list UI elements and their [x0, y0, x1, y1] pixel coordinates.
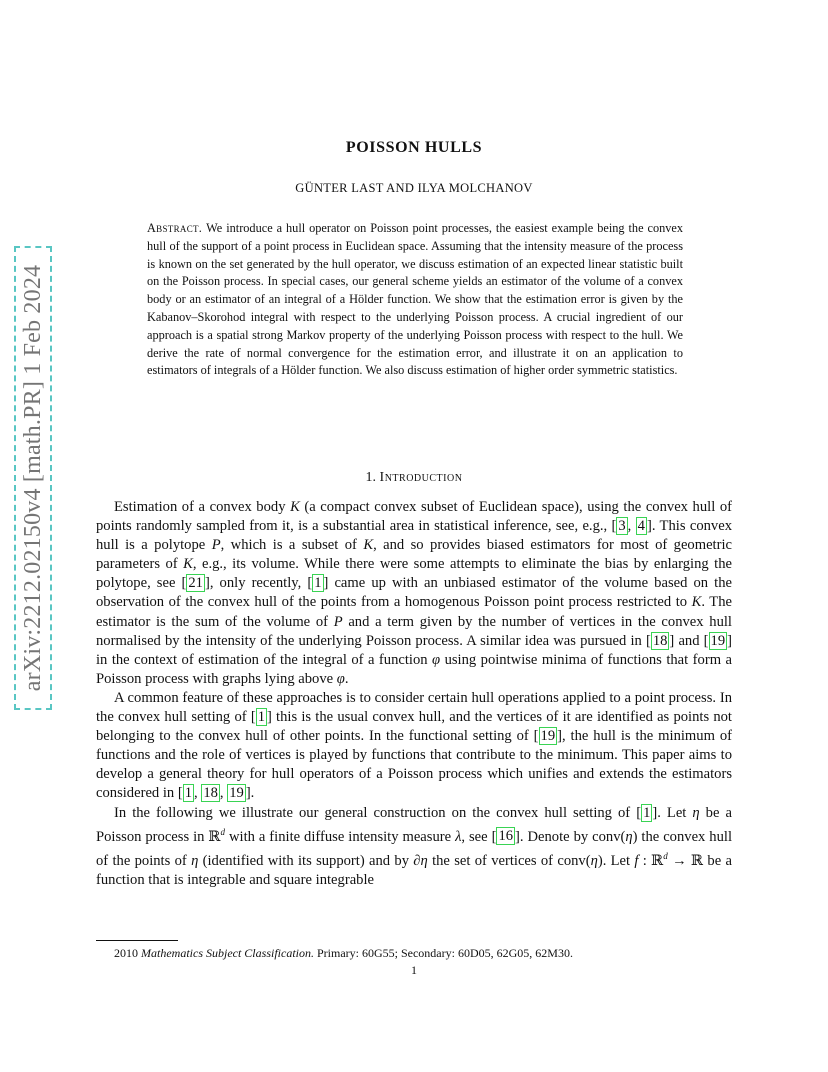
text-span: ) the convex hull of the points of	[96, 828, 732, 869]
math-symbol: K	[183, 556, 193, 573]
citation-link[interactable]: 18	[652, 632, 668, 649]
citation-link[interactable]: 16	[498, 828, 514, 845]
section-heading-introduction	[96, 470, 732, 486]
text-span: (a compact convex subset of Euclidean space), using the convex hull of points randomly sampled from it, is a substantial area in statistical inference, see, e.g., [	[96, 499, 732, 535]
text-span: → ℝ be a function that is integrable and square integrable	[96, 852, 732, 888]
text-span: ,	[194, 785, 202, 802]
footnote-msc-label: Mathematics Subject Classification.	[141, 946, 314, 960]
citation-link[interactable]: 4	[637, 518, 645, 535]
citation-link[interactable]: 21	[188, 575, 203, 592]
paragraph-3	[96, 804, 732, 890]
math-symbol: η	[191, 852, 199, 869]
citation-link[interactable]: 1	[257, 709, 265, 726]
math-symbol: d	[663, 850, 668, 861]
section-title: Introduction	[379, 470, 463, 485]
citation-link[interactable]: 18	[203, 785, 218, 802]
text-span: ). Let	[597, 852, 635, 869]
paragraph-2	[96, 689, 732, 804]
text-span: ]. This convex hull is a polytope	[96, 518, 732, 554]
text-span: In the following we illustrate our general construction on the convex hull setting of [	[114, 804, 642, 821]
text-span: ] and [	[669, 632, 709, 649]
text-span: (identified with its support) and by ∂	[198, 852, 421, 869]
math-symbol: K	[363, 537, 374, 554]
text-span: ]. Let	[652, 804, 693, 821]
math-symbol: η	[692, 804, 700, 821]
abstract	[147, 220, 683, 380]
text-span: be a Poisson process in ℝ	[96, 804, 732, 845]
citation-link[interactable]: 19	[540, 728, 556, 745]
text-span: Estimation of a convex body	[114, 499, 291, 515]
citation-link[interactable]: 19	[229, 785, 244, 802]
text-span: and a term given by the number of vertices in the convex hull normalised by the intensity of the underlying Poisson process. A similar idea was pursued in [	[96, 613, 732, 649]
text-span: ], only recently, [	[204, 575, 313, 592]
citation-link[interactable]: 19	[710, 632, 726, 649]
paper-authors: GÜNTER LAST AND ILYA MOLCHANOV	[295, 181, 533, 195]
text-span: A common feature of these approaches is to consider certain hull operations applied to a point process. In the convex hull setting of [	[96, 689, 732, 726]
citation-link[interactable]: 1	[184, 785, 193, 802]
text-span: ] this is the usual convex hull, and the vertices of it are identified as points not belonging to the convex hull of other points. In the functional setting of [	[96, 709, 732, 745]
paper-title: POISSON HULLS	[345, 139, 483, 156]
abstract-label: Abstract.	[147, 221, 203, 235]
footnote-msc-codes: Primary: 60G55; Secondary: 60D05, 62G05, 62M30.	[316, 946, 573, 960]
text-span: . The estimator is the sum of the volume of	[96, 594, 732, 630]
text-span: ] came up with an unbiased estimator of the volume based on the observation of the convex hull of the points from a homogenous Poisson point process restricted to	[96, 575, 732, 611]
text-span: ] in the context of estimation of the integral of a function	[96, 632, 732, 668]
page-number: 1	[411, 963, 417, 977]
math-symbol: d	[220, 826, 226, 837]
text-span: : ℝ	[638, 852, 664, 869]
math-symbol: λ	[455, 828, 462, 845]
footnote-rule	[96, 940, 178, 941]
citation-link[interactable]: 1	[643, 804, 651, 821]
citation-link[interactable]: 3	[618, 518, 626, 535]
math-symbol: η	[420, 852, 428, 869]
math-symbol: P	[211, 537, 221, 554]
math-symbol: K	[691, 594, 702, 611]
footnote-msc	[114, 946, 734, 961]
text-span: ,	[219, 785, 228, 802]
text-span: ].	[245, 785, 255, 802]
math-symbol: φ	[336, 670, 345, 687]
text-span: , e.g., its volume. While there were some attempts to eliminate the bias by enlarging the polytope, see [	[96, 556, 732, 592]
citation-link[interactable]: 1	[314, 575, 322, 592]
text-span: , which is a subset of	[220, 537, 364, 554]
text-span: the set of vertices of conv(	[427, 852, 591, 869]
arxiv-identifier-stamp[interactable]	[14, 246, 52, 710]
text-span: .	[344, 670, 349, 687]
body-text	[96, 498, 732, 890]
math-symbol: f	[634, 852, 639, 869]
text-span: , see [	[461, 828, 497, 845]
footnote-year: 2010	[114, 946, 138, 960]
math-symbol: P	[333, 613, 343, 630]
paragraph-1	[96, 498, 732, 689]
math-symbol: η	[625, 828, 633, 845]
text-span: ]. Denote by conv(	[515, 828, 626, 845]
math-symbol: η	[590, 852, 598, 869]
math-symbol: K	[290, 499, 300, 515]
text-span: ,	[627, 518, 636, 535]
text-span: ], the hull is the minimum of functions and the role of vertices is played by functions that contribute to the minimum. This paper aims to develop a general theory for hull operators of a Poisson process which unifies and extends the estimators considered in [	[96, 728, 732, 802]
section-number: 1.	[365, 470, 377, 485]
text-span: with a finite diffuse intensity measure	[225, 828, 456, 845]
abstract-text: We introduce a hull operator on Poisson point processes, the easiest example being the convex hull of the support of a point process in Euclidean space. Assuming that the intensity measure of the process is known on the set generated by the hull operator, we discuss estimation of an expected linear statistic built on the Poisson process. In special cases, our general scheme yields an estimator of the volume of a convex body or an estimator of an integral of a Hölder function. We show that the estimation error is given by the Kabanov–Skorohod integral with respect to the underlying Poisson process. A crucial ingredient of our approach is a spatial strong Markov property of the underlying Poisson process with respect to the hull. We derive the rate of normal convergence for the estimation error, and illustrate it on an application to estimators of integrals of a Hölder function. We also discuss estimation of higher order symmetric statistics.	[147, 221, 683, 378]
text-span: using pointwise minima of functions that form a Poisson process with graphs lying above	[96, 651, 732, 687]
arxiv-identifier-text: arXiv:2212.02150v4 [math.PR] 1 Feb 2024	[20, 264, 47, 692]
text-span: , and so provides biased estimators for most of geometric parameters of	[96, 537, 732, 573]
math-symbol: φ	[432, 651, 441, 668]
